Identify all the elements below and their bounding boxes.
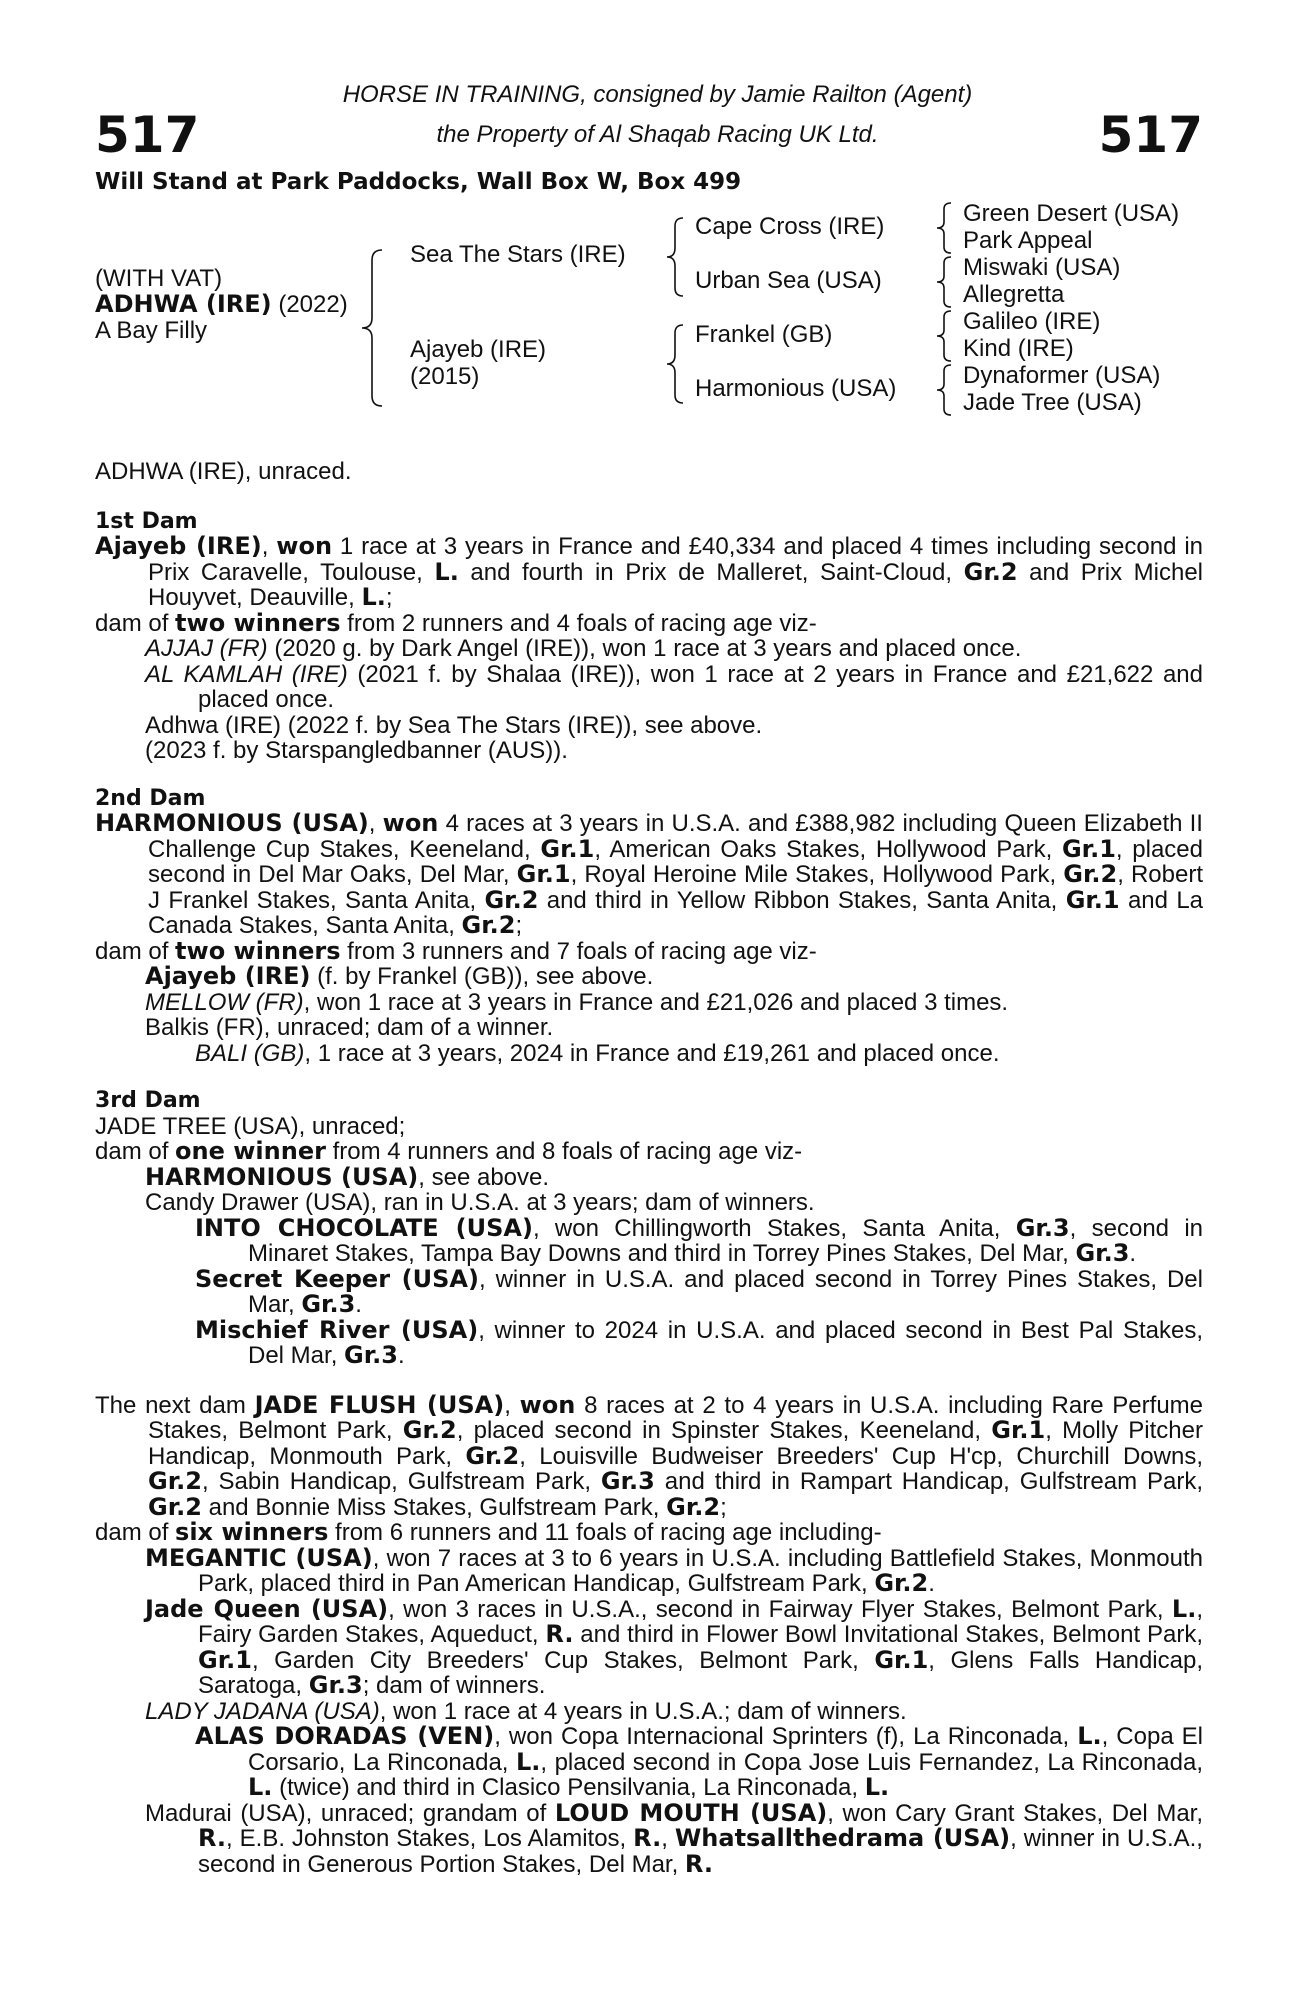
foal-name: AJJAJ (FR)	[145, 635, 268, 662]
text-run: 8 races at 2 to 4 years in U.S.A. including Rare Perfume Stakes, Belmont Park,	[148, 1391, 1204, 1444]
produce-alkamlah	[95, 662, 1203, 713]
produce-bali	[95, 1041, 1203, 1067]
text-run: (twice) and third in Clasico Pensilvania, La Rinconada,	[272, 1774, 865, 1801]
restricted-label: R.	[545, 1620, 574, 1648]
text-run: ;	[515, 912, 523, 939]
dam: Ajayeb (IRE)	[410, 336, 547, 363]
text-run: .	[1129, 1240, 1137, 1267]
foal-name: ALAS DORADAS (VEN)	[195, 1722, 495, 1750]
won-label: won	[276, 532, 333, 560]
text-run: , Glens Falls Handicap, Saratoga,	[198, 1646, 1204, 1699]
text-run: .	[355, 1291, 362, 1318]
text-run: and Bonnie Miss Stakes, Gulfstream Park,	[201, 1493, 667, 1521]
grade-label: Gr.2	[465, 1441, 520, 1470]
dam-dam: Harmonious (USA)	[695, 375, 897, 402]
grade-label: Gr.1	[874, 1645, 929, 1674]
lot-number-right: 517	[1098, 106, 1203, 164]
ped-sss: Green Desert (USA)	[963, 200, 1180, 227]
text-run: (2020 g. by Dark Angel (IRE)), won 1 race at 3 years and placed once.	[267, 635, 1022, 662]
next-dam-record: The next dam JADE FLUSH (USA), won 8 races at 2 to 4 years in U.S.A. including Rare Perfume Stakes, Belmont Park, Gr.2, placed second in Spinster Stakes, Keeneland, Gr.1, Molly Pitcher Handicap, Monmouth Park, Gr.2, Louisville Budweiser Breeders' Cup H'cp, Churchill Downs, Gr.2, Sabin Handicap, Gulfstream Park, Gr.3 and third in Rampart Handicap, Gulfstream Park, Gr.2 and Bonnie Miss Stakes, Gulfstream Park, Gr.2;	[95, 1390, 1204, 1521]
text-run: , Sabin Handicap, Gulfstream Park,	[201, 1468, 601, 1495]
ped-ssd: Park Appeal	[963, 227, 1093, 254]
grade-label: Gr.3	[600, 1467, 655, 1495]
text-run: from 6 runners and 11 foals of racing age including-	[328, 1519, 882, 1546]
listed-label: L.	[515, 1747, 541, 1776]
text-run: and La Canada Stakes, Santa Anita,	[148, 886, 1204, 939]
foal-name: INTO CHOCOLATE (USA)	[195, 1213, 533, 1242]
text-run: , winner to 2024 in U.S.A. and placed second in Best Pal Stakes, Del Mar,	[248, 1316, 1203, 1369]
text-run: from 3 runners and 7 foals of racing age viz-	[340, 937, 817, 965]
text-run: , winner in U.S.A., second in Generous Portion Stakes, Del Mar,	[198, 1825, 1203, 1878]
dam-sire: Frankel (GB)	[695, 321, 833, 348]
text-run: .	[397, 1342, 405, 1369]
foal-name: BALI (GB)	[195, 1039, 305, 1067]
text-run: ,	[661, 1825, 675, 1852]
horse-description: A Bay Filly	[95, 317, 208, 344]
text-run: ;	[385, 584, 393, 611]
grade-label: Gr.1	[1065, 885, 1120, 914]
first-dam-heading: 1st Dam	[95, 508, 198, 534]
produce-balkis: Balkis (FR), unraced; dam of a winner.	[145, 1014, 554, 1041]
grade-label: Gr.2	[1063, 860, 1118, 888]
text-run: and fourth in Prix de Malleret, Saint-Cloud,	[458, 558, 964, 586]
sire-dam: Urban Sea (USA)	[695, 267, 882, 294]
box-location: Will Stand at Park Paddocks, Wall Box W, Box 499	[95, 169, 742, 195]
produce-into-chocolate	[95, 1213, 1203, 1267]
text-run: , won 3 races in U.S.A., second in Fairway Flyer Stakes, Belmont Park,	[388, 1595, 1172, 1623]
produce-ajayeb	[95, 964, 1203, 990]
ped-sds: Miswaki (USA)	[963, 254, 1121, 281]
first-dam-record: Ajayeb (IRE), won 1 race at 3 years in France and £40,334 and placed 4 times including second in Prix Caravelle, Toulouse, L. and fourth in Prix de Malleret, Saint-Cloud, Gr.2 and Prix Michel Houyvet, Deauville, L.;	[95, 532, 1204, 611]
text-run: ;	[720, 1493, 727, 1521]
brace-sire	[665, 216, 689, 298]
listed-label: L.	[1171, 1594, 1197, 1623]
ped-ddd: Jade Tree (USA)	[963, 389, 1142, 416]
text-run: from 2 runners and 4 foals of racing age viz-	[340, 609, 817, 637]
second-dam-produce-summary	[95, 936, 1203, 965]
sire: Sea The Stars (IRE)	[410, 241, 626, 268]
first-dam-produce-summary	[95, 608, 1203, 637]
produce-mellow	[95, 990, 1203, 1016]
foal-name: Ajayeb (IRE)	[145, 962, 311, 990]
restricted-label: R.	[633, 1824, 662, 1852]
text-run: , placed second in Copa Jose Luis Fernandez, La Rinconada,	[540, 1748, 1203, 1776]
foal-name: Whatsallthedrama (USA)	[674, 1824, 1011, 1852]
text-run: and third in Flower Bowl Invitational Stakes, Belmont Park,	[573, 1621, 1203, 1648]
text-run: (2021 f. by Shalaa (IRE)), won 1 race at 2 years in France and £21,622 and placed once.	[198, 660, 1203, 713]
winners-count: one winner	[175, 1137, 326, 1165]
grade-label: Gr.2	[666, 1492, 721, 1521]
text-run: dam of	[95, 1138, 176, 1165]
produce-megantic	[95, 1543, 1203, 1597]
produce-adhwa: Adhwa (IRE) (2022 f. by Sea The Stars (IRE)), see above.	[145, 711, 763, 739]
listed-label: L.	[434, 557, 459, 586]
horse-year: (2022)	[271, 291, 348, 318]
third-dam-heading: 3rd Dam	[95, 1088, 201, 1113]
won-label: won	[519, 1390, 576, 1419]
sire-sire: Cape Cross (IRE)	[695, 213, 885, 240]
vat-note: (WITH VAT)	[95, 265, 223, 292]
text-run: 4 races at 3 years in U.S.A. and £388,982 including Queen Elizabeth II Challenge Cup Stakes, Keeneland,	[148, 810, 1203, 863]
produce-candy-drawer: Candy Drawer (USA), ran in U.S.A. at 3 years; dam of winners.	[145, 1189, 815, 1216]
text-run: Madurai (USA), unraced; grandam of	[145, 1799, 555, 1827]
grade-label: Gr.2	[874, 1569, 929, 1597]
produce-2023: (2023 f. by Starspangledbanner (AUS)).	[145, 737, 568, 764]
third-dam-record: JADE TREE (USA), unraced;	[95, 1112, 406, 1140]
winners-count: two winners	[175, 608, 341, 637]
produce-mischief-river	[95, 1315, 1203, 1369]
grade-label: Gr.1	[1061, 834, 1116, 863]
foal-name: Secret Keeper (USA)	[195, 1264, 479, 1293]
brace-ds	[935, 309, 957, 363]
grade-label: Gr.2	[461, 911, 516, 939]
text-run: dam of	[95, 1519, 176, 1546]
text-run: , won Copa Internacional Sprinters (f), La Rinconada,	[494, 1723, 1078, 1750]
text-run: from 4 runners and 8 foals of racing age viz-	[325, 1138, 803, 1165]
text-run: , Garden City Breeders' Cup Stakes, Belmont Park,	[251, 1646, 875, 1674]
text-run: and third in Rampart Handicap, Gulfstream Park,	[654, 1468, 1204, 1495]
grade-label: Gr.3	[301, 1290, 356, 1318]
grade-label: Gr.2	[148, 1492, 202, 1521]
ped-dsd: Kind (IRE)	[963, 335, 1074, 362]
dam-name: HARMONIOUS (USA)	[95, 809, 369, 837]
foal-name: AL KAMLAH (IRE)	[145, 660, 348, 688]
grade-label: Gr.3	[308, 1671, 363, 1699]
brace-main	[360, 248, 390, 408]
text-run: , won Cary Grant Stakes, Del Mar,	[827, 1799, 1204, 1827]
catalogue-body	[95, 459, 1203, 1877]
brace-dd	[935, 363, 957, 417]
text-run: , see above.	[418, 1163, 550, 1191]
text-run: (f. by Frankel (GB)), see above.	[310, 963, 654, 990]
horse-title	[95, 292, 348, 318]
listed-label: L.	[361, 583, 386, 611]
grade-label: Gr.2	[148, 1467, 202, 1495]
foal-name: LOUD MOUTH (USA)	[554, 1798, 828, 1827]
text-run: , won 7 races at 3 to 6 years in U.S.A. including Battlefield Stakes, Monmouth Park, placed third in Pan American Handicap, Gulfstream Park,	[198, 1544, 1203, 1597]
produce-ajjaj	[95, 636, 1203, 662]
foal-name: MEGANTIC (USA)	[145, 1543, 373, 1572]
text-run: , Copa El Corsario, La Rinconada,	[248, 1723, 1204, 1776]
text-run: dam of	[95, 609, 176, 637]
grade-label: Gr.3	[344, 1341, 398, 1369]
text-run: , second in Minaret Stakes, Tampa Bay Downs and third in Torrey Pines Stakes, Del Mar,	[248, 1214, 1203, 1267]
ped-dss: Galileo (IRE)	[963, 308, 1101, 335]
won-label: won	[382, 809, 439, 837]
text-run: , Louisville Budweiser Breeders' Cup H'cp, Churchill Downs,	[519, 1442, 1203, 1470]
grade-label: Gr.3	[1075, 1239, 1130, 1267]
text-run: , won 1 race at 4 years in U.S.A.; dam of winners.	[379, 1697, 907, 1725]
foal-name: Mischief River (USA)	[195, 1315, 479, 1344]
foal-name: LADY JADANA (USA)	[145, 1697, 380, 1725]
produce-alas-doradas	[95, 1724, 1203, 1801]
text-run: , Robert J Frankel Stakes, Santa Anita,	[148, 861, 1204, 914]
third-dam-produce-summary	[95, 1139, 1203, 1165]
brace-sd	[935, 255, 957, 309]
restricted-label: R.	[198, 1824, 227, 1852]
foal-name: HARMONIOUS (USA)	[145, 1162, 419, 1191]
brace-dam	[665, 323, 689, 405]
restricted-label: R.	[684, 1849, 713, 1878]
unraced-note: ADHWA (IRE), unraced.	[95, 458, 352, 485]
text-run: .	[928, 1570, 935, 1597]
winners-count: two winners	[175, 936, 341, 965]
second-dam-record: HARMONIOUS (USA), won 4 races at 3 years in U.S.A. and £388,982 including Queen Elizabeth II Challenge Cup Stakes, Keeneland, Gr.1, American Oaks Stakes, Hollywood Park, Gr.1, placed second in Del Mar Oaks, Del Mar, Gr.1, Royal Heroine Mile Stakes, Hollywood Park, Gr.2, Robert J Frankel Stakes, Santa Anita, Gr.2 and third in Yellow Ribbon Stakes, Santa Anita, Gr.1 and La Canada Stakes, Santa Anita, Gr.2;	[95, 809, 1204, 939]
ped-sdd: Allegretta	[963, 281, 1065, 308]
text-run: dam of	[95, 937, 176, 965]
text-run: , E.B. Johnston Stakes, Los Alamitos,	[226, 1825, 634, 1852]
produce-madurai	[95, 1798, 1204, 1878]
horse-name: ADHWA (IRE)	[95, 290, 272, 318]
text-run: , 1 race at 3 years, 2024 in France and £19,261 and placed once.	[304, 1039, 1000, 1067]
text-run: , Fairy Garden Stakes, Aqueduct,	[198, 1595, 1203, 1648]
text-run: , winner in U.S.A. and placed second in Torrey Pines Stakes, Del Mar,	[248, 1265, 1203, 1318]
lot-number-left: 517	[95, 106, 200, 164]
text-run: , placed second in Del Mar Oaks, Del Mar,	[148, 835, 1204, 888]
text-run: , Molly Pitcher Handicap, Monmouth Park,	[148, 1417, 1203, 1470]
grade-label: Gr.2	[963, 557, 1018, 586]
text-run: and Prix Michel Houyvet, Deauville,	[148, 558, 1204, 611]
grade-label: Gr.2	[402, 1416, 457, 1444]
produce-lady-jadana	[95, 1699, 1203, 1725]
winners-count: six winners	[175, 1518, 329, 1546]
dam-year: (2015)	[410, 363, 480, 390]
produce-secret-keeper	[95, 1264, 1203, 1318]
grade-label: Gr.1	[516, 860, 571, 888]
produce-jade-queen	[95, 1594, 1204, 1699]
grade-label: Gr.1	[991, 1416, 1046, 1444]
text-run: , won Chillingworth Stakes, Santa Anita,	[532, 1214, 1016, 1242]
brace-ss	[935, 201, 957, 255]
text-run: and third in Yellow Ribbon Stakes, Santa Anita,	[538, 886, 1066, 914]
foal-name: MELLOW (FR)	[145, 988, 304, 1016]
dam-name: Ajayeb (IRE)	[95, 532, 262, 560]
text-run: , won 1 race at 3 years in France and £21,026 and placed 3 times.	[303, 988, 1009, 1016]
grade-label: Gr.3	[1015, 1213, 1070, 1242]
grade-label: Gr.1	[198, 1645, 252, 1674]
text-run: , Royal Heroine Mile Stakes, Hollywood Park,	[570, 861, 1064, 888]
produce-harmonious	[95, 1162, 1203, 1191]
listed-label: L.	[248, 1773, 273, 1801]
foal-name: Jade Queen (USA)	[145, 1594, 389, 1623]
dam-name: JADE FLUSH (USA)	[254, 1390, 505, 1419]
ped-dds: Dynaformer (USA)	[963, 362, 1161, 389]
listed-label: L.	[1077, 1722, 1102, 1750]
consignor-line: HORSE IN TRAINING, consigned by Jamie Railton (Agent)	[342, 81, 973, 108]
text-run: , placed second in Spinster Stakes, Keeneland,	[456, 1417, 992, 1444]
second-dam-heading: 2nd Dam	[95, 785, 206, 811]
text-run: 1 race at 3 years in France and £40,334 and placed 4 times including second in Prix Caravelle, Toulouse,	[148, 533, 1203, 586]
text-run: The next dam	[95, 1391, 255, 1419]
grade-label: Gr.1	[540, 834, 595, 863]
next-dam-produce-summary	[95, 1520, 1203, 1546]
text-run: ; dam of winners.	[362, 1672, 546, 1699]
property-line: the Property of Al Shaqab Racing UK Ltd.	[436, 121, 879, 148]
text-run: , American Oaks Stakes, Hollywood Park,	[594, 835, 1062, 863]
listed-label: L.	[864, 1773, 890, 1801]
grade-label: Gr.2	[484, 885, 539, 914]
